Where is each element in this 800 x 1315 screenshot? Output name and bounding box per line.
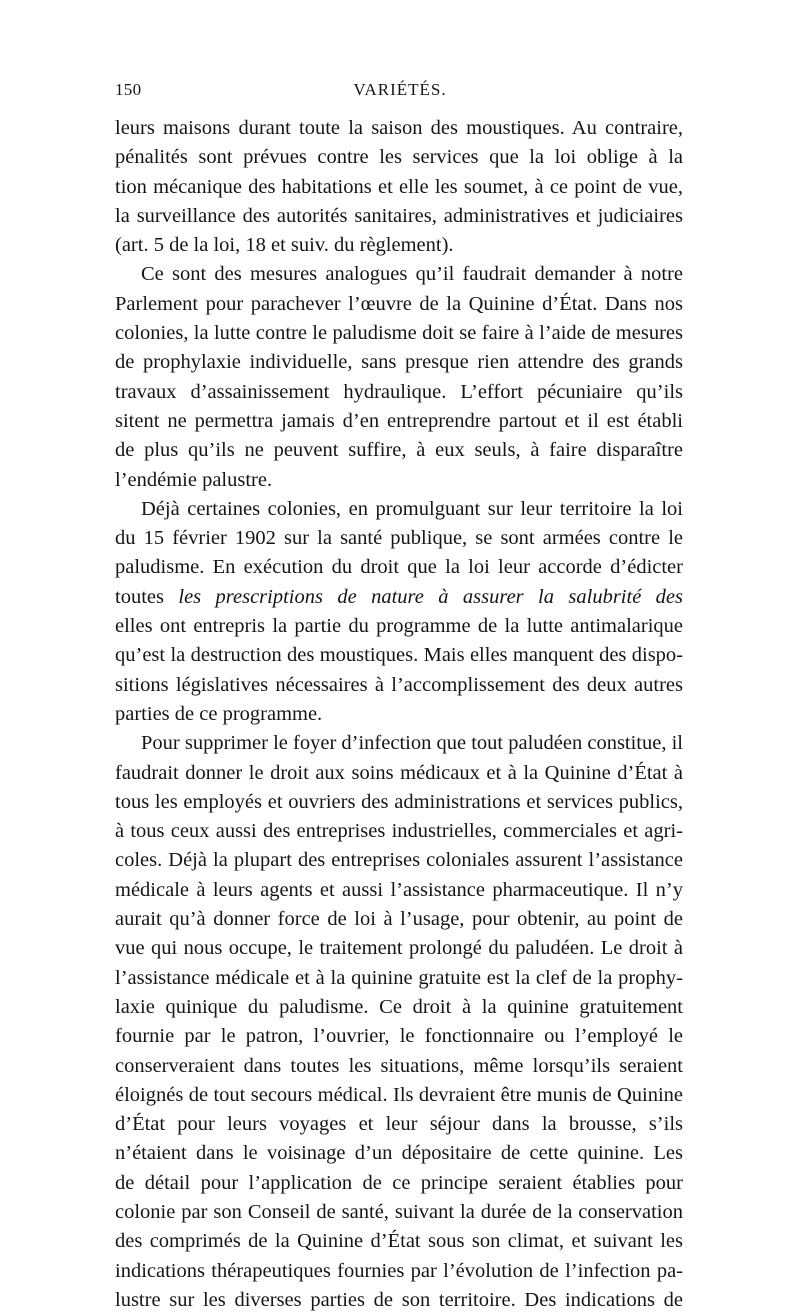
text-line: [115, 524, 683, 553]
text-line: [115, 846, 683, 875]
text-run: n’étaient dans le voisinage d’un dépositaire de cette quinine. Les: [115, 1142, 683, 1165]
text-run: l’assistance médicale et à la quinine gratuite est la clef de la prophy-: [115, 966, 683, 989]
text-run: éloignés de tout secours médical. Ils devraient être munis de Quinine: [115, 1083, 683, 1106]
text-run: d’État pour leurs voyages et leur séjour dans la brousse, s’ils: [115, 1113, 683, 1136]
text-run: de détail pour l’application de ce principe seraient établies pour: [115, 1171, 683, 1194]
text-line-content: [115, 524, 683, 553]
text-line: [115, 436, 683, 465]
text-line: [115, 612, 683, 641]
text-line: [115, 495, 683, 524]
text-line-content: [115, 202, 683, 231]
text-run: pénalités sont prévues contre les services que la loi oblige à la: [115, 146, 683, 169]
text-run: conserveraient dans toutes les situations, même lorsqu’ils seraient: [115, 1054, 683, 1077]
page-number: 150: [115, 80, 142, 99]
text-line: [115, 1110, 683, 1139]
text-line-content: [115, 1052, 683, 1081]
text-run: parties de ce programme.: [115, 702, 323, 725]
text-line-content: [115, 1081, 683, 1110]
text-line-content: [115, 817, 683, 846]
text-line: [115, 143, 683, 172]
text-line: [115, 1022, 683, 1051]
text-line-content: [115, 143, 683, 172]
text-line-content: [115, 436, 683, 465]
text-line-content: [115, 469, 272, 491]
text-line-content: [115, 348, 683, 377]
page-header: [115, 80, 685, 106]
text-line-content: [115, 934, 683, 963]
text-line-content: [115, 964, 683, 993]
text-line: [115, 1227, 683, 1256]
text-line-content: [115, 703, 322, 725]
text-line: [115, 260, 683, 289]
text-run: médicale à leurs agents et aussi l’assistance pharmaceutique. Il n’y: [115, 878, 683, 901]
text-run: tion mécanique des habitations et elle les soumet, à ce point de vue,: [115, 175, 683, 198]
text-line: [115, 788, 683, 817]
text-line: [115, 319, 683, 348]
text-line: [115, 378, 683, 407]
text-run: Déjà certaines colonies, en promulguant sur leur territoire la loi: [141, 497, 683, 520]
text-run: du 15 février 1902 sur la santé publique, se sont armées contre le: [115, 527, 683, 550]
text-run: elles ont entrepris la partie du programme de la lutte antimalarique: [115, 615, 683, 638]
text-line: [115, 905, 683, 934]
text-run: vue qui nous occupe, le traitement prolongé du paludéen. Le droit à: [115, 937, 683, 960]
text-line-content: [141, 495, 683, 524]
text-run: paludisme. En exécution du droit que la loi leur accorde d’édicter: [115, 556, 683, 579]
text-line-content: [115, 1257, 683, 1286]
text-line: [115, 466, 683, 495]
text-run: de prophylaxie individuelle, sans presque rien attendre des grands: [115, 351, 683, 374]
text-line: [115, 583, 683, 612]
text-line: [115, 231, 683, 260]
text-line: [115, 348, 683, 377]
text-line: [115, 729, 683, 758]
text-line: [115, 553, 683, 582]
text-line-content: [115, 1169, 683, 1198]
text-line: [115, 934, 683, 963]
text-line: [115, 114, 683, 143]
text-line: [115, 1052, 683, 1081]
text-line-content: [115, 290, 683, 319]
text-line-content: [115, 378, 683, 407]
text-line-content: [115, 173, 683, 202]
text-run: Parlement pour parachever l’œuvre de la Quinine d’État. Dans nos: [115, 292, 683, 315]
text-run: des comprimés de la Quinine d’État sous son climat, et suivant les: [115, 1230, 683, 1253]
text-run: lustre sur les diverses parties de son territoire. Des indications de: [115, 1288, 683, 1311]
text-run: colonies, la lutte contre le paludisme doit se faire à l’aide de mesures: [115, 322, 683, 345]
text-line-content: [115, 759, 683, 788]
text-line: [115, 876, 683, 905]
text-line-content: [115, 641, 683, 670]
text-line-content: [141, 729, 683, 758]
text-line: [115, 1169, 683, 1198]
text-line-content: [115, 876, 683, 905]
text-run: la surveillance des autorités sanitaires, administratives et judiciaires: [115, 204, 683, 227]
text-run: fournie par le patron, l’ouvrier, le fonctionnaire ou l’employé le: [115, 1025, 683, 1048]
text-run: Pour supprimer le foyer d’infection que tout paludéen constitue, il: [141, 732, 683, 755]
text-line-content: [115, 553, 683, 582]
body-text: [115, 114, 683, 1315]
text-run: laxie quinique du paludisme. Ce droit à la quinine gratuitement: [115, 995, 683, 1018]
text-line: [115, 1257, 683, 1286]
text-run: à tous ceux aussi des entreprises industrielles, commerciales et agri-: [115, 820, 683, 843]
text-line: [115, 641, 683, 670]
text-line: [115, 1081, 683, 1110]
text-line: [115, 202, 683, 231]
text-line-content: [115, 671, 683, 700]
text-line-content: [141, 260, 683, 289]
text-run: aurait qu’à donner force de loi à l’usage, pour obtenir, au point de: [115, 908, 683, 931]
text-line-content: [115, 612, 683, 641]
text-line-content: [115, 319, 683, 348]
text-run: Ce sont des mesures analogues qu’il faudrait demander à notre: [141, 263, 683, 286]
text-run: sitent ne permettra jamais d’en entreprendre partout et il est établi: [115, 409, 683, 432]
text-line: [115, 1286, 683, 1315]
text-line-content: [115, 1227, 683, 1256]
text-run: qu’est la destruction des moustiques. Mais elles manquent des dispo-: [115, 644, 683, 667]
text-line-content: [115, 993, 683, 1022]
text-line: [115, 1139, 683, 1168]
text-run: leurs maisons durant toute la saison des moustiques. Au contraire,: [115, 117, 683, 139]
text-line: [115, 173, 683, 202]
text-line: [115, 671, 683, 700]
text-line-content: [115, 905, 683, 934]
text-run: (art. 5 de la loi, 18 et suiv. du règlement).: [115, 234, 454, 257]
text-line: [115, 964, 683, 993]
text-line-content: [115, 1139, 683, 1168]
text-line-content: [115, 846, 683, 875]
text-line-content: [115, 114, 683, 143]
text-line-content: [115, 234, 454, 256]
text-line-content: [115, 1110, 683, 1139]
text-run: coles. Déjà la plupart des entreprises coloniales assurent l’assistance: [115, 849, 683, 872]
text-line: [115, 817, 683, 846]
text-run: travaux d’assainissement hydraulique. L’effort pécuniaire qu’ils: [115, 380, 683, 403]
italic-run: les prescriptions de nature à assurer la salubrité des: [178, 585, 683, 608]
text-run: sitions législatives nécessaires à l’accomplissement des deux autres: [115, 673, 683, 696]
text-line: [115, 993, 683, 1022]
text-line: [115, 759, 683, 788]
text-line: [115, 700, 683, 729]
text-line-content: [115, 407, 683, 436]
text-run: colonie par son Conseil de santé, suivant la durée de la conservation: [115, 1200, 683, 1223]
text-run: faudrait donner le droit aux soins médicaux et à la Quinine d’État à: [115, 761, 683, 784]
text-line-content: [115, 1286, 683, 1315]
text-line: [115, 1198, 683, 1227]
text-line-content: [115, 1198, 683, 1227]
text-run: toutes: [115, 585, 179, 608]
text-line: [115, 407, 683, 436]
text-run: tous les employés et ouvriers des administrations et services publics,: [115, 790, 683, 813]
text-line-content: [115, 788, 683, 817]
text-line-content: [115, 1022, 683, 1051]
running-title: VARIÉTÉS.: [353, 80, 447, 99]
text-run: de plus qu’ils ne peuvent suffire, à eux seuls, à faire disparaître: [115, 439, 683, 462]
text-line-content: [115, 583, 683, 612]
text-line: [115, 290, 683, 319]
text-run: l’endémie palustre.: [115, 468, 273, 491]
text-run: indications thérapeutiques fournies par l’évolution de l’infection pa-: [115, 1259, 683, 1282]
